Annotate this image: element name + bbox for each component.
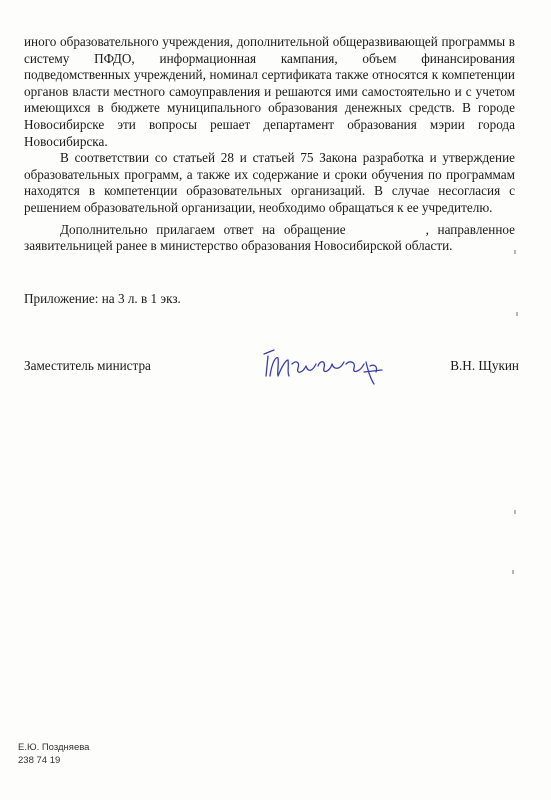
- paragraph-3-end: , направленное заявительницей ранее в министерство образования Новосибирской области.: [24, 221, 515, 254]
- attachment-note: Приложение: на 3 л. в 1 экз.: [24, 291, 181, 306]
- scan-speck: [512, 570, 514, 574]
- scan-speck: [514, 250, 516, 254]
- paragraph-2: В соответствии со статьей 28 и статьей 75 Закона разработка и утверждение образовательных программ, а также их содержание и сроки обучения по программам находятся в компетенции образовательных организаций. В случае несогласия с решением образовательной организации, необходимо обращаться к ее учредителю.: [24, 150, 515, 215]
- paragraph-3-start: Дополнительно прилагаем ответ на обращение: [60, 221, 346, 237]
- signatory-title: Заместитель министра: [24, 358, 151, 373]
- letter-body: [24, 34, 515, 255]
- executor-phone: 238 74 19: [18, 755, 61, 766]
- handwritten-signature: [262, 342, 390, 392]
- executor-block: [18, 741, 89, 767]
- paragraph-3: [24, 222, 515, 255]
- executor-name: Е.Ю. Поздняева: [18, 742, 90, 753]
- paragraph-1: иного образовательного учреждения, дополнительной общеразвивающей программы в систему ПФДО, информационная кампания, объем финансирования подведомственных учреждений, номинал сертификата также относятся к компетенции органов власти местного самоуправления и решаются ими самостоятельно и с учетом имеющихся в бюджете муниципального образования денежных средств. В городе Новосибирске эти вопросы решает департамент образования мэрии города Новосибирска.: [24, 34, 515, 149]
- signatory-name: В.Н. Щукин: [450, 358, 519, 373]
- scan-speck: [514, 510, 516, 514]
- scan-speck: [516, 312, 518, 316]
